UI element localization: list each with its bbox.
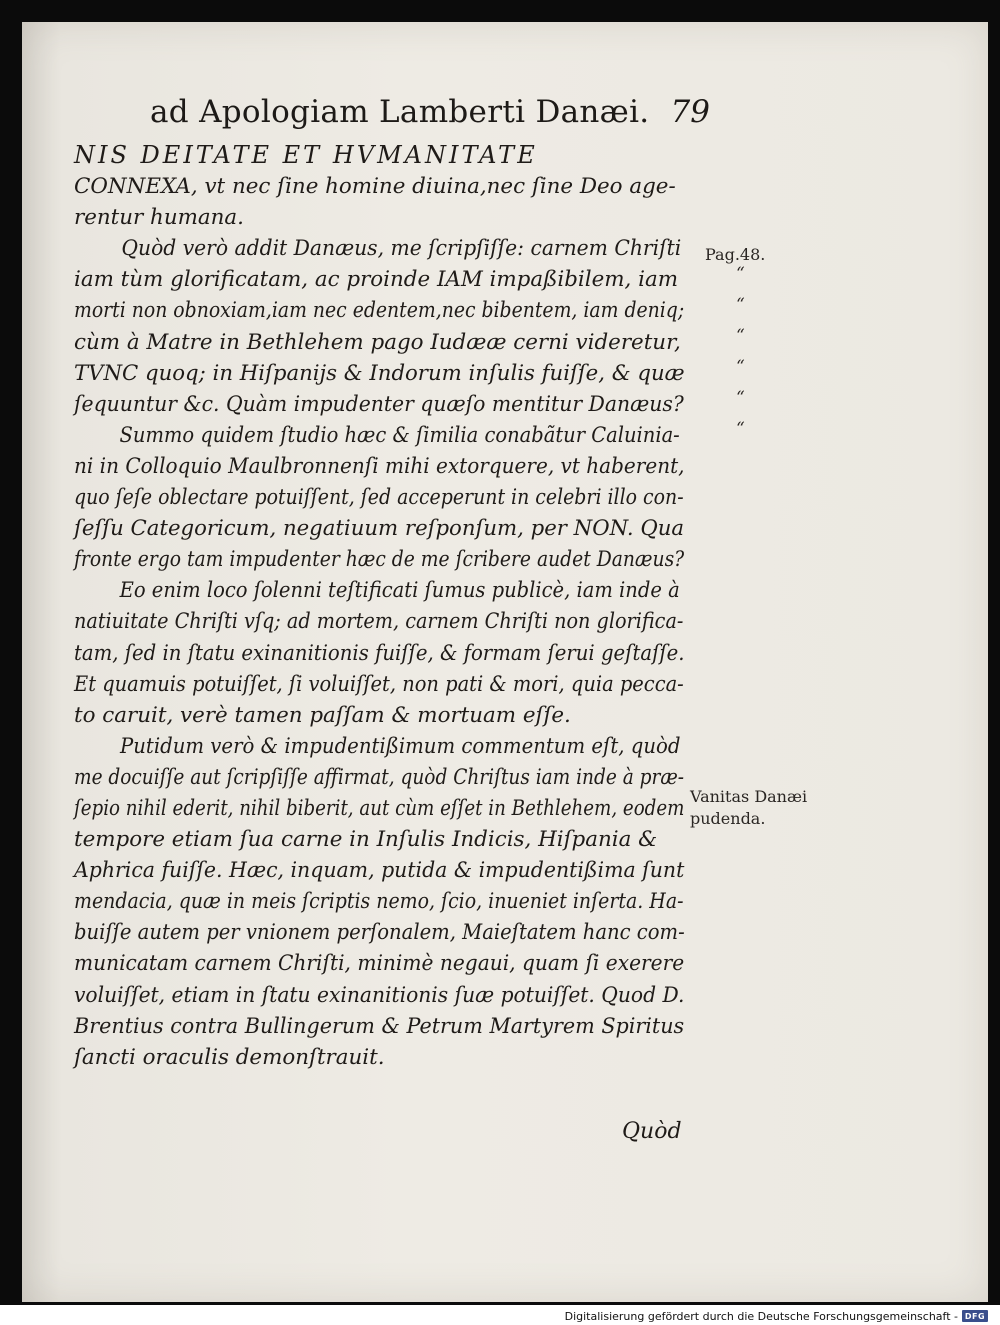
quote-marker: “ (736, 419, 745, 439)
text-line: voluiſſet, etiam in ſtatu exinanitionis ſuæ potuiſſet. Quod D. (74, 982, 685, 1008)
quote-marker: “ (736, 295, 745, 315)
text-line: quo ſeſe oblectare potuiſſent, ſed acceperunt in celebri illo con- (74, 485, 684, 511)
text-line: rentur humana. (74, 205, 244, 231)
text-line: mendacia, quæ in meis ſcriptis nemo, ſcio, inueniet inſerta. Ha- (74, 889, 684, 915)
credit-text: Digitalisierung gefördert durch die Deutsche Forschungsgemeinschaft - (564, 1309, 958, 1323)
quote-marker: “ (736, 357, 745, 377)
quote-marker: “ (736, 264, 745, 284)
page-number: 79 (670, 94, 710, 130)
margin-note-text: pudenda. (690, 809, 766, 828)
quote-marker: “ (736, 326, 745, 346)
dfg-logo-icon: DFG (962, 1310, 988, 1322)
catchword: Quòd (622, 1119, 682, 1144)
text-line: Eo enim loco ſolenni teſtificati ſumus publicè, iam inde à (119, 578, 680, 604)
text-line: ſeſſu Categoricum, negatiuum reſponſum, per NON. Qua (74, 516, 685, 542)
text-line: Putidum verò & impudentißimum commentum eſt, quòd (120, 733, 681, 759)
text-line: Et quamuis potuiſſet, ſi voluiſſet, non pati & mori, quia pecca- (74, 671, 684, 697)
text-line: natiuitate Chriſti vſq; ad mortem, carnem Chriſti non glorifica- (74, 609, 684, 635)
text-line: to caruit, verè tamen paſſam & mortuam eſſe. (74, 702, 571, 728)
text-line: Brentius contra Bullingerum & Petrum Martyrem Spiritus (74, 1013, 685, 1039)
running-head (150, 94, 710, 130)
text-line: buiſſe autem per vnionem perſonalem, Maieſtatem hanc com- (74, 920, 685, 946)
text-line: tam, ſed in ſtatu exinanitionis fuiſſe, & formam ſerui geſtaſſe. (74, 640, 685, 666)
running-title: ad Apologiam Lamberti Danæi. (150, 94, 650, 130)
text-line: ſepio nihil ederit, nihil biberit, aut cùm eſſet in Bethlehem, eodem (74, 795, 685, 821)
text-line: ſancti oraculis demonſtrauit. (74, 1044, 385, 1070)
digitization-credit (565, 1309, 988, 1323)
text-line: NIS DEITATE ET HVMANITATE (74, 141, 538, 169)
text-line: ſequuntur &c. Quàm impudenter quæſo mentitur Danæus? (74, 391, 684, 417)
text-line: tempore etiam ſua carne in Inſulis Indicis, Hiſpania & (74, 827, 658, 853)
text-line: CONNEXA, vt nec ſine homine diuina,nec ſine Deo age- (74, 174, 676, 200)
text-line: morti non obnoxiam,iam nec edentem,nec bibentem, iam deniq; (74, 298, 685, 324)
margin-note-text: Pag.48. (705, 245, 766, 264)
text-line: Aphrica fuiſſe. Hæc, inquam, putida & impudentißima ſunt (74, 858, 685, 884)
margin-note-vanitas (690, 786, 807, 830)
margin-note-text: Vanitas Danæi (690, 787, 808, 806)
quote-marker: “ (736, 388, 745, 408)
text-line: Summo quidem ſtudio hæc & ſimilia conabãtur Caluinia- (119, 422, 680, 448)
book-page (22, 22, 988, 1302)
text-line: Quòd verò addit Danæus, me ſcripſiſſe: carnem Chriſti (121, 236, 682, 262)
text-line: iam tùm glorificatam, ac proinde IAM impaßibilem, iam (74, 267, 679, 293)
text-line: ni in Colloquio Maulbronnenſi mihi extorquere, vt haberent, (74, 453, 685, 479)
text-line: municatam carnem Chriſti, minimè negaui, quam ſi exerere (74, 951, 685, 977)
text-line: me docuiſſe aut ſcripſiſſe affirmat, quòd Chriſtus iam inde à præ- (74, 764, 685, 790)
text-line: TVNC quoq; in Hiſpanijs & Indorum inſulis fuiſſe, & quæ (74, 360, 685, 386)
text-line: cùm à Matre in Bethlehem pago Iudææ cerni videretur, (74, 329, 681, 355)
text-line: fronte ergo tam impudenter hæc de me ſcribere audet Danæus? (74, 547, 685, 573)
margin-note-page-ref (705, 244, 765, 266)
